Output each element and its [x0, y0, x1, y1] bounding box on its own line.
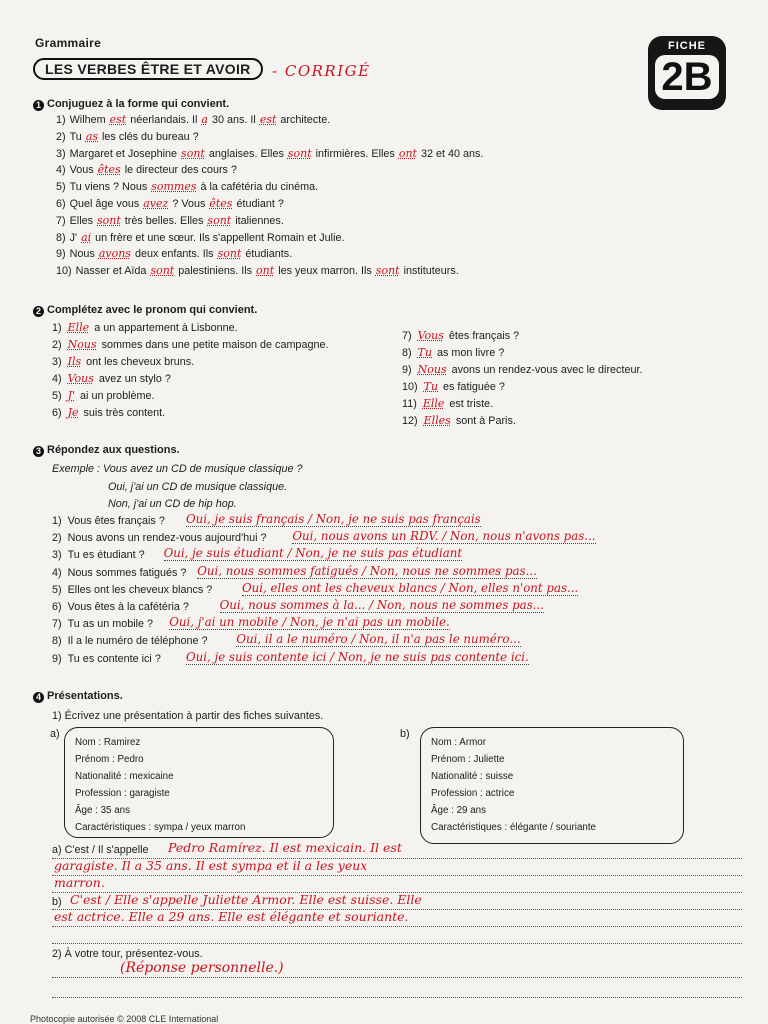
sentence-fragment: ? Vous [172, 198, 206, 210]
writing-line [52, 926, 742, 927]
card-field: Âge : 35 ans [75, 805, 131, 816]
item-number: 8) [56, 231, 66, 244]
item-number: 1) [52, 322, 62, 334]
sentence-fragment: avez un stylo ? [98, 373, 171, 385]
sentence-fragment: Elles [69, 214, 94, 227]
exercise-1-line [56, 214, 284, 227]
exercise-4-heading [33, 690, 123, 703]
exercise-number-badge: 2 [33, 306, 44, 317]
profile-card-a [64, 727, 334, 838]
exercise-3-question [52, 549, 145, 561]
exercise-1-line [56, 264, 459, 277]
sentence-fragment: deux enfants. Ils [134, 248, 214, 261]
item-number: 7) [52, 618, 62, 631]
sentence-fragment: instituteurs. [403, 265, 459, 278]
answer-blank: as [85, 129, 99, 143]
card-field: Profession : actrice [431, 788, 515, 799]
item-number: 5) [52, 390, 62, 402]
footer-copyright: Photocopie autorisée © 2008 CLE International [30, 1014, 219, 1024]
item-number: 6) [52, 407, 62, 419]
sentence-fragment: à la cafétéria du cinéma. [200, 181, 319, 194]
profile-card-b [420, 727, 684, 844]
pronoun-answer: Tu [423, 380, 439, 393]
sentence-fragment: a un appartement à Lisbonne. [94, 322, 238, 334]
sentence-fragment: sommes dans une petite maison de campagne. [101, 339, 329, 351]
exercise-2-line [52, 406, 165, 419]
pronoun-answer: J' [67, 389, 76, 402]
item-number: 3) [56, 147, 66, 160]
example-answer-no: Non, j'ai un CD de hip hop. [108, 498, 237, 510]
answer-blank: sont [217, 247, 242, 261]
item-number: 10) [56, 265, 72, 278]
pronoun-answer: Nous [67, 338, 97, 351]
sentence-fragment: néerlandais. Il [130, 114, 198, 126]
card-field: Profession : garagiste [75, 788, 170, 799]
exercise-1-line [56, 231, 344, 244]
item-number: 5) [56, 181, 66, 194]
item-number: 6) [56, 198, 66, 210]
exercise-3-heading [33, 444, 180, 457]
exercise-2-line [402, 329, 519, 342]
question-text: Nous sommes fatigués ? [67, 566, 187, 579]
sentence-fragment: ont les cheveux bruns. [86, 356, 195, 368]
pronoun-answer: Elle [67, 321, 90, 334]
exercise-2-line [52, 321, 238, 334]
exercise-2-line [52, 355, 194, 368]
card-field: Caractéristiques : élégante / souriante [431, 822, 597, 833]
answer-a-label: a) C'est / Il s'appelle [52, 844, 149, 856]
handwritten-answer: Oui, elles ont les cheveux blancs / Non, elles n'ont pas... [242, 580, 579, 595]
item-number: 1) [56, 114, 66, 126]
pronoun-answer: Je [67, 406, 79, 419]
card-field: Prénom : Pedro [75, 754, 144, 765]
handwritten-answer: Oui, nous sommes fatigués / Non, nous ne sommes pas... [197, 563, 537, 578]
item-number: 8) [52, 635, 62, 648]
item-number: 1) [52, 515, 62, 527]
item-number: 12) [402, 415, 418, 427]
corrige-annotation: - CORRIGÉ [272, 62, 371, 80]
card-field: Nationalité : suisse [431, 771, 514, 782]
card-field: Âge : 29 ans [431, 805, 487, 816]
fiche-number: 2B [655, 55, 719, 99]
sentence-fragment: avons un rendez-vous avec le directeur. [451, 364, 643, 376]
writing-line [52, 997, 742, 998]
item-number: 3) [52, 549, 62, 562]
sentence-fragment: Wilhem [69, 114, 106, 126]
exercise-1-line [56, 197, 284, 210]
answer-b-line-2: est actrice. Elle a 29 ans. Elle est élégante et souriante. [54, 909, 409, 924]
handwritten-answer: Oui, nous avons un RDV. / Non, nous n'avons pas... [292, 529, 596, 544]
part-2-label: 2) À votre tour, présentez-vous. [52, 948, 203, 960]
answer-blank: est [259, 113, 277, 126]
answer-a-line-3: marron. [54, 875, 105, 890]
exercise-3-question [52, 635, 207, 647]
sentence-fragment: Margaret et Josephine [69, 147, 178, 160]
answer-b-label: b) [52, 896, 62, 908]
sentence-fragment: êtes français ? [448, 330, 520, 342]
sentence-fragment: 32 et 40 ans. [420, 147, 484, 160]
sentence-fragment: étudiant ? [236, 198, 284, 210]
exercise-1-line [56, 147, 483, 160]
item-number: 6) [52, 601, 62, 613]
card-a-letter: a) [50, 728, 60, 740]
item-number: 9) [402, 364, 412, 376]
item-number: 3) [52, 356, 62, 368]
answer-blank: ai [81, 230, 92, 244]
exercise-1-title: Conjuguez à la forme qui convient. [47, 98, 230, 110]
item-number: 7) [402, 330, 412, 342]
sentence-fragment: Nous [69, 248, 95, 261]
answer-blank: êtes [97, 163, 121, 177]
question-text: Tu as un mobile ? [67, 618, 154, 631]
exercise-2-title: Complétez avec le pronom qui convient. [47, 304, 258, 316]
handwritten-answer: Oui, je suis étudiant / Non, je ne suis pas étudiant [163, 546, 463, 561]
answer-b-line-1: C'est / Elle s'appelle Juliette Armor. Elle est suisse. Elle [70, 892, 422, 907]
writing-line [52, 875, 742, 876]
item-number: 4) [52, 566, 62, 579]
item-number: 2) [56, 130, 66, 143]
item-number: 2) [52, 339, 62, 351]
answer-blank: sont [97, 213, 121, 227]
item-number: 9) [56, 248, 66, 261]
sentence-fragment: palestiniens. Ils [178, 265, 253, 278]
item-number: 10) [402, 381, 418, 393]
exercise-1-line [56, 113, 330, 126]
answer-blank: avez [143, 197, 169, 210]
exercise-2-line [402, 380, 505, 393]
exercise-1-line [56, 130, 199, 143]
sentence-fragment: architecte. [280, 114, 331, 126]
answer-blank: ont [256, 264, 275, 278]
sentence-fragment: les clés du bureau ? [102, 130, 199, 143]
question-text: Il a le numéro de téléphone ? [67, 635, 208, 648]
page-title: LES VERBES ÊTRE ET AVOIR [33, 58, 263, 80]
exercise-2-line [52, 389, 154, 402]
sentence-fragment: italiennes. [235, 214, 284, 227]
exercise-2-line [402, 397, 493, 410]
item-number: 4) [56, 164, 66, 177]
sentence-fragment: est triste. [449, 398, 494, 410]
exercise-number-badge: 1 [33, 100, 44, 111]
item-number: 7) [56, 214, 66, 227]
sentence-fragment: Vous [69, 164, 94, 177]
exercise-3-question [52, 532, 267, 544]
card-field: Nom : Ramirez [75, 737, 141, 748]
item-number: 4) [52, 373, 62, 385]
sentence-fragment: Nasser et Aïda [75, 265, 147, 278]
pronoun-answer: Nous [417, 363, 447, 376]
answer-blank: sont [150, 264, 175, 278]
writing-line [52, 977, 742, 978]
card-b-letter: b) [400, 728, 410, 740]
sentence-fragment: anglaises. Elles [208, 147, 284, 160]
handwritten-answer: Oui, je suis contente ici / Non, je ne suis pas contente ici. [186, 649, 529, 664]
writing-line [52, 943, 742, 944]
answer-blank: sont [181, 146, 205, 160]
answer-blank: ont [398, 146, 417, 160]
example-answer-yes: Oui, j'ai un CD de musique classique. [108, 481, 288, 493]
exercise-3-question [52, 584, 212, 596]
card-field: Caractéristiques : sympa / yeux marron [75, 822, 246, 833]
answer-blank: sont [207, 213, 232, 227]
fiche-badge [648, 36, 726, 110]
answer-a-line-2: garagiste. Il a 35 ans. Il est sympa et il a les yeux [54, 858, 368, 873]
answer-blank: a [201, 113, 208, 126]
exercise-3-question [52, 618, 153, 630]
sentence-fragment: Quel âge vous [69, 198, 140, 210]
answer-blank: êtes [209, 197, 233, 210]
item-number: 2) [52, 532, 62, 545]
pronoun-answer: Elles [423, 414, 451, 427]
exercise-1-line [56, 163, 237, 176]
exercise-2-line [402, 363, 642, 376]
sentence-fragment: 30 ans. Il [211, 114, 256, 126]
question-text: Nous avons un rendez-vous aujourd'hui ? [67, 532, 267, 545]
exercise-3-question [52, 601, 189, 613]
sentence-fragment: infirmières. Elles [315, 147, 395, 160]
handwritten-answer: Oui, nous sommes à la... / Non, nous ne sommes pas... [219, 598, 545, 612]
exercise-3-title: Répondez aux questions. [47, 444, 180, 456]
fiche-label: FICHE [668, 40, 706, 52]
pronoun-answer: Ils [67, 355, 82, 368]
pronoun-answer: Vous [67, 372, 94, 385]
exercise-2-line [402, 346, 504, 359]
exercise-4-instruction: 1) Écrivez une présentation à partir des fiches suivantes. [52, 710, 324, 722]
exercise-number-badge: 3 [33, 446, 44, 457]
exercise-2-line [402, 414, 516, 427]
exercise-1-line [56, 180, 318, 193]
sentence-fragment: Tu viens ? Nous [69, 181, 148, 194]
item-number: 9) [52, 652, 62, 665]
answer-blank: est [109, 113, 127, 126]
sentence-fragment: es fatiguée ? [443, 381, 505, 393]
sentence-fragment: le directeur des cours ? [124, 164, 237, 177]
exercise-2-heading [33, 304, 257, 317]
exercise-number-badge: 4 [33, 692, 44, 703]
sentence-fragment: sont à Paris. [455, 415, 516, 427]
question-text: Tu es étudiant ? [67, 549, 145, 562]
answer-blank: sont [287, 146, 312, 160]
sentence-fragment: as mon livre ? [437, 347, 505, 359]
sentence-fragment: ai un problème. [80, 390, 155, 402]
question-text: Vous êtes français ? [67, 515, 165, 527]
sentence-fragment: J' [69, 231, 78, 244]
exercise-1-line [56, 247, 292, 260]
question-text: Elles ont les cheveux blancs ? [67, 583, 213, 596]
exercise-1-heading [33, 98, 229, 111]
example-question: Exemple : Vous avez un CD de musique classique ? [52, 463, 303, 475]
handwritten-answer: Oui, je suis français / Non, je ne suis pas français [186, 512, 481, 526]
handwritten-answer: Oui, il a le numéro / Non, il n'a pas le numéro... [236, 632, 521, 647]
exercise-4-title: Présentations. [47, 690, 123, 702]
sentence-fragment: un frère et une sœur. Ils s'appellent Romain et Julie. [95, 231, 345, 244]
card-field: Prénom : Juliette [431, 754, 505, 765]
pronoun-answer: Vous [417, 329, 444, 342]
sentence-fragment: étudiants. [245, 248, 293, 261]
exercise-3-question [52, 653, 161, 665]
sentence-fragment: les yeux marron. Ils [278, 265, 372, 278]
answer-blank: avons [98, 247, 131, 261]
exercise-2-line [52, 372, 171, 385]
card-field: Nom : Armor [431, 737, 486, 748]
item-number: 8) [402, 347, 412, 359]
item-number: 11) [402, 398, 417, 410]
exercise-3-question [52, 567, 186, 579]
section-label: Grammaire [35, 36, 102, 50]
answer-blank: sont [375, 264, 400, 278]
item-number: 5) [52, 583, 62, 596]
answer-blank: sommes [151, 180, 197, 194]
card-field: Nationalité : mexicaine [75, 771, 174, 782]
sentence-fragment: suis très content. [83, 407, 166, 419]
pronoun-answer: Tu [417, 346, 433, 359]
sentence-fragment: très belles. Elles [124, 214, 204, 227]
question-text: Vous êtes à la cafétéria ? [67, 601, 189, 613]
part-2-answer: (Réponse personnelle.) [120, 960, 284, 976]
exercise-3-question [52, 515, 165, 527]
pronoun-answer: Elle [422, 397, 445, 410]
exercise-2-line [52, 338, 328, 351]
handwritten-answer: Oui, j'ai un mobile / Non, je n'ai pas un mobile. [169, 615, 450, 630]
sentence-fragment: Tu [69, 130, 82, 143]
question-text: Tu es contente ici ? [67, 652, 161, 665]
answer-a-line-1: Pedro Ramírez. Il est mexicain. Il est [168, 840, 402, 855]
